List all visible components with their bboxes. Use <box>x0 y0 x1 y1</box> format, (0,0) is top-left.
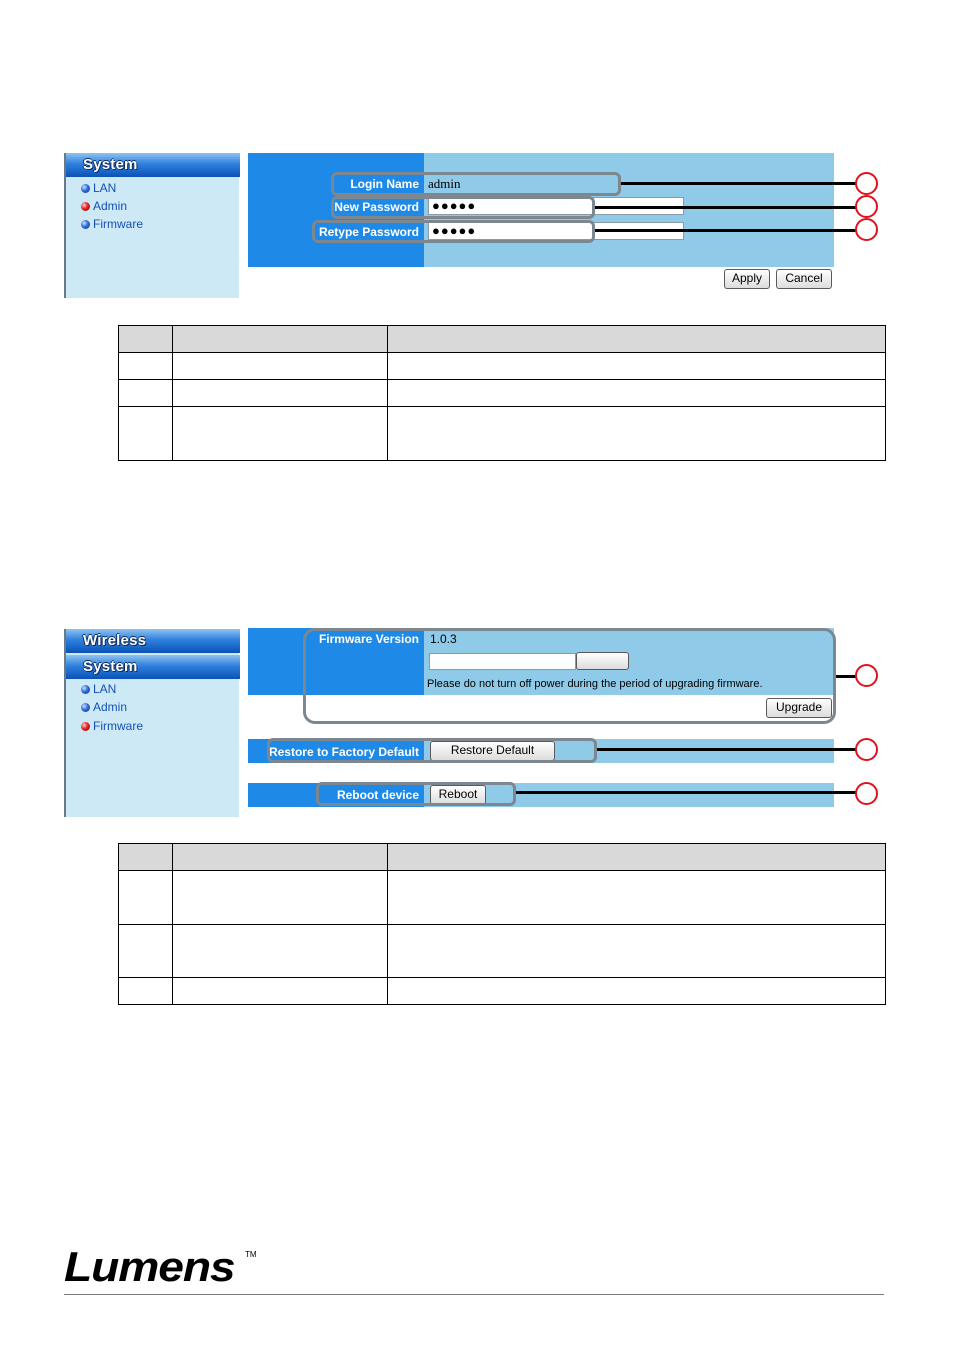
callout-circle <box>855 738 878 761</box>
bullet-red-icon <box>81 202 90 211</box>
callout-circle <box>855 782 878 805</box>
new-password-input[interactable]: ●●●●● <box>428 197 684 215</box>
bullet-blue-icon <box>81 184 90 193</box>
reboot-label: Reboot device <box>336 788 419 802</box>
table-cell <box>173 380 388 407</box>
table-cell <box>173 353 388 380</box>
new-password-label: New Password <box>334 200 419 214</box>
table-cell <box>173 326 388 353</box>
table-row <box>119 871 886 925</box>
callout-circle <box>855 195 878 218</box>
callout-line <box>595 206 856 209</box>
table-cell <box>388 925 886 978</box>
callout-circle <box>855 172 878 195</box>
table-row <box>119 978 886 1005</box>
sidebar-header-system[interactable]: System <box>66 153 240 177</box>
bullet-blue-icon <box>81 220 90 229</box>
reboot-button[interactable]: Reboot <box>430 785 486 805</box>
table-header-row <box>119 844 886 871</box>
sidebar-item-label: LAN <box>93 682 117 696</box>
sidebar-item-label: Admin <box>93 199 128 213</box>
admin-sidebar <box>64 153 239 298</box>
table-cell <box>119 978 173 1005</box>
firmware-version-value: 1.0.3 <box>430 632 457 646</box>
table-cell <box>119 353 173 380</box>
sidebar-item-lan[interactable] <box>81 179 116 197</box>
bullet-blue-icon <box>81 703 90 712</box>
table-cell <box>173 871 388 925</box>
bullet-red-icon <box>81 722 90 731</box>
footer-divider <box>64 1294 884 1295</box>
callout-line <box>595 229 856 232</box>
table-row <box>119 925 886 978</box>
callout-line <box>516 791 856 794</box>
cancel-button[interactable]: Cancel <box>776 269 832 289</box>
table-cell <box>388 844 886 871</box>
table-row <box>119 353 886 380</box>
sidebar-item-admin[interactable] <box>81 698 127 716</box>
lumens-logo: Lumens <box>64 1243 235 1290</box>
restore-label: Restore to Factory Default <box>268 745 419 759</box>
table-cell <box>173 978 388 1005</box>
table-header-row <box>119 326 886 353</box>
table-row <box>119 380 886 407</box>
sidebar-item-admin[interactable] <box>81 197 127 215</box>
callout-box-reboot <box>316 782 516 806</box>
retype-password-label: Retype Password <box>318 225 419 239</box>
callout-box-firmware <box>303 628 836 724</box>
sidebar-item-firmware[interactable] <box>81 215 143 233</box>
table-cell <box>388 407 886 461</box>
sidebar-header-system[interactable]: System <box>66 655 240 679</box>
firmware-sidebar <box>64 629 239 817</box>
table-cell <box>388 380 886 407</box>
table-cell <box>119 925 173 978</box>
table-cell <box>388 326 886 353</box>
sidebar-item-firmware[interactable] <box>81 717 143 735</box>
apply-button[interactable]: Apply <box>724 269 770 289</box>
table-cell <box>173 407 388 461</box>
callout-line <box>597 748 856 751</box>
sidebar-item-label: Firmware <box>93 217 143 231</box>
table-cell <box>388 978 886 1005</box>
upgrade-button[interactable]: Upgrade <box>766 698 832 718</box>
trademark-mark: TM <box>245 1250 257 1259</box>
callout-line <box>836 675 856 678</box>
table-cell <box>388 353 886 380</box>
admin-description-table <box>118 325 886 461</box>
restore-default-button[interactable]: Restore Default <box>430 741 555 761</box>
callout-line <box>621 182 856 185</box>
sidebar-item-label: Firmware <box>93 719 143 733</box>
firmware-warning-text: Please do not turn off power during the period of upgrading firmware. <box>427 678 763 690</box>
firmware-version-label: Firmware Version <box>318 632 419 646</box>
callout-box-new-password <box>331 196 595 219</box>
callout-box-login-name <box>331 172 621 196</box>
sidebar-item-label: LAN <box>93 181 117 195</box>
table-cell <box>119 380 173 407</box>
callout-circle <box>855 664 878 687</box>
sidebar-item-lan[interactable] <box>81 680 116 698</box>
table-cell <box>173 925 388 978</box>
table-cell <box>119 326 173 353</box>
sidebar-header-wireless[interactable]: Wireless <box>66 629 240 653</box>
bullet-blue-icon <box>81 685 90 694</box>
firmware-description-table <box>118 843 886 1005</box>
table-cell <box>173 844 388 871</box>
callout-box-retype-password <box>312 220 595 243</box>
retype-password-input[interactable]: ●●●●● <box>428 222 684 240</box>
table-cell <box>119 407 173 461</box>
sidebar-item-label: Admin <box>93 700 128 714</box>
table-cell <box>119 871 173 925</box>
table-row <box>119 407 886 461</box>
login-name-value: admin <box>428 176 461 191</box>
login-name-label: Login Name <box>350 177 419 191</box>
table-cell <box>388 871 886 925</box>
callout-box-restore <box>267 738 597 763</box>
callout-circle <box>855 218 878 241</box>
table-cell <box>119 844 173 871</box>
